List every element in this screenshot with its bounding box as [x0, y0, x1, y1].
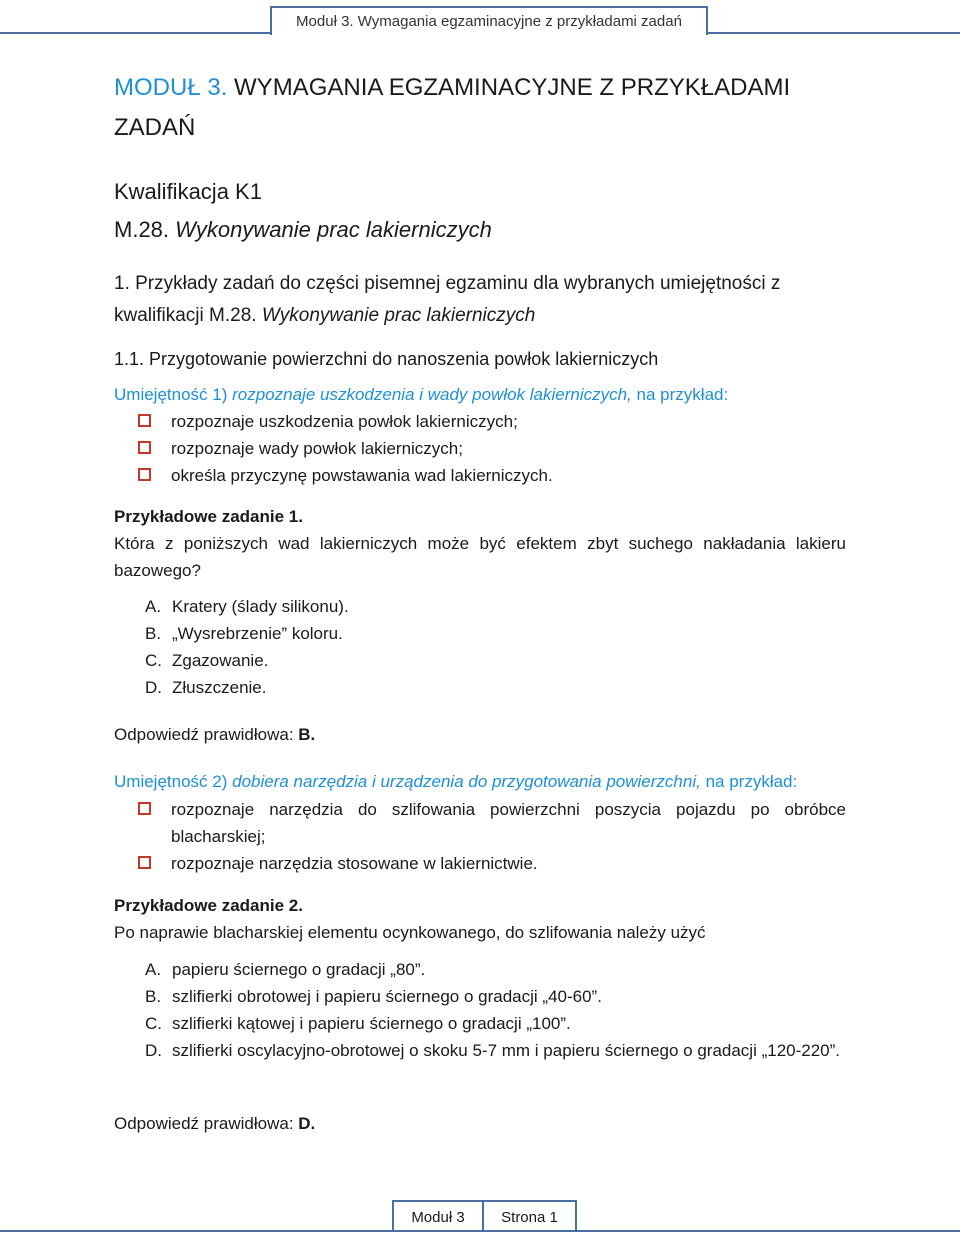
task-2-correct-answer — [114, 1111, 315, 1137]
answer-letter: A. — [145, 597, 162, 616]
running-header-title: Moduł 3. Wymagania egzaminacyjne z przykładami zadań — [270, 6, 708, 35]
checkbox-bullet-icon — [138, 802, 151, 815]
correct-answer-label: Odpowiedź prawidłowa: — [114, 1114, 294, 1133]
answer-letter: B. — [145, 987, 162, 1006]
skill-2 — [114, 769, 797, 795]
header-rule-right — [706, 32, 960, 34]
skill-1-prefix: Umiejętność 1) — [114, 385, 228, 404]
answer-letter: B. — [145, 624, 162, 643]
answer-text: Złuszczenie. — [172, 678, 267, 697]
page-title-text: WYMAGANIA EGZAMINACYJNE Z PRZYKŁADAMI ZADAŃ — [114, 74, 791, 141]
answer-text: papieru ściernego o gradacji „80”. — [172, 960, 426, 979]
task-1-answers — [145, 593, 845, 701]
checkbox-bullet-icon — [138, 414, 151, 427]
list-item-text: rozpoznaje narzędzia stosowane w lakiernictwie. — [171, 854, 538, 873]
header-rule-left — [0, 32, 270, 34]
answer-option — [145, 983, 845, 1010]
answer-letter: D. — [145, 1041, 162, 1060]
footer-page-number: Strona 1 — [482, 1200, 577, 1232]
skill-1 — [114, 382, 728, 408]
section-heading-1-text: 1. Przykłady zadań do części pisemnej egzaminu dla wybranych umiejętności z kwalifikacji M.28. — [114, 273, 781, 326]
answer-text: szlifierki oscylacyjno-obrotowej o skoku 5-7 mm i papieru ściernego o gradacji „120-220”. — [172, 1041, 841, 1060]
answer-option — [145, 593, 845, 620]
answer-text: szlifierki kątowej i papieru ściernego o gradacji „100”. — [172, 1014, 571, 1033]
page-title-module: MODUŁ 3. — [114, 74, 228, 101]
answer-letter: C. — [145, 651, 162, 670]
answer-option — [145, 674, 845, 701]
answer-option — [145, 1037, 845, 1064]
skill-1-list — [138, 408, 846, 489]
list-item-text: rozpoznaje narzędzia do szlifowania powierzchni poszycia pojazdu po obróbce blacharskiej; — [171, 800, 846, 846]
answer-letter: D. — [145, 678, 162, 697]
answer-text: „Wysrebrzenie” koloru. — [172, 624, 343, 643]
list-item-text: rozpoznaje wady powłok lakierniczych; — [171, 439, 463, 458]
task-2-answers — [145, 956, 845, 1064]
answer-option — [145, 956, 845, 983]
correct-answer-value: D. — [298, 1114, 316, 1133]
task-1-correct-answer — [114, 722, 315, 748]
qualification-title: Wykonywanie prac lakierniczych — [175, 217, 492, 242]
section-heading-1 — [114, 268, 854, 332]
list-item — [138, 408, 846, 435]
task-1-question: Która z poniższych wad lakierniczych może być efektem zbyt suchego nakładania lakieru bazowego? — [114, 534, 846, 580]
answer-letter: C. — [145, 1014, 162, 1033]
correct-answer-label: Odpowiedź prawidłowa: — [114, 725, 294, 744]
task-1-heading: Przykładowe zadanie 1. — [114, 507, 303, 526]
list-item — [138, 435, 846, 462]
section-heading-1-1: 1.1. Przygotowanie powierzchni do nanoszenia powłok lakierniczych — [114, 349, 659, 369]
qualification-name — [114, 214, 492, 246]
list-item — [138, 462, 846, 489]
skill-2-suffix: na przykład: — [705, 772, 798, 791]
answer-text: Kratery (ślady silikonu). — [172, 597, 349, 616]
checkbox-bullet-icon — [138, 468, 151, 481]
list-item-text: określa przyczynę powstawania wad lakierniczych. — [171, 466, 553, 485]
correct-answer-value: B. — [298, 725, 316, 744]
skill-1-description: rozpoznaje uszkodzenia i wady powłok lakierniczych, — [232, 385, 632, 404]
answer-text: Zgazowanie. — [172, 651, 269, 670]
checkbox-bullet-icon — [138, 441, 151, 454]
skill-2-prefix: Umiejętność 2) — [114, 772, 228, 791]
checkbox-bullet-icon — [138, 856, 151, 869]
answer-option — [145, 647, 845, 674]
skill-2-list — [138, 796, 846, 877]
skill-2-description: dobiera narzędzia i urządzenia do przygotowania powierzchni, — [232, 772, 701, 791]
answer-text: szlifierki obrotowej i papieru ściernego o gradacji „40-60”. — [172, 987, 602, 1006]
task-2-heading: Przykładowe zadanie 2. — [114, 896, 303, 915]
answer-option — [145, 1010, 845, 1037]
section-heading-1-italic: Wykonywanie prac lakierniczych — [261, 305, 536, 326]
list-item — [138, 796, 846, 850]
qualification-label: Kwalifikacja K1 — [114, 179, 262, 204]
list-item — [138, 850, 846, 877]
list-item-text: rozpoznaje uszkodzenia powłok lakierniczych; — [171, 412, 518, 431]
page-title — [114, 68, 846, 148]
answer-letter: A. — [145, 960, 162, 979]
answer-option — [145, 620, 845, 647]
task-2-question: Po naprawie blacharskiej elementu ocynkowanego, do szlifowania należy użyć — [114, 923, 706, 942]
skill-1-suffix: na przykład: — [636, 385, 729, 404]
qualification-code: M.28. — [114, 217, 170, 242]
footer-module: Moduł 3 — [392, 1200, 484, 1232]
